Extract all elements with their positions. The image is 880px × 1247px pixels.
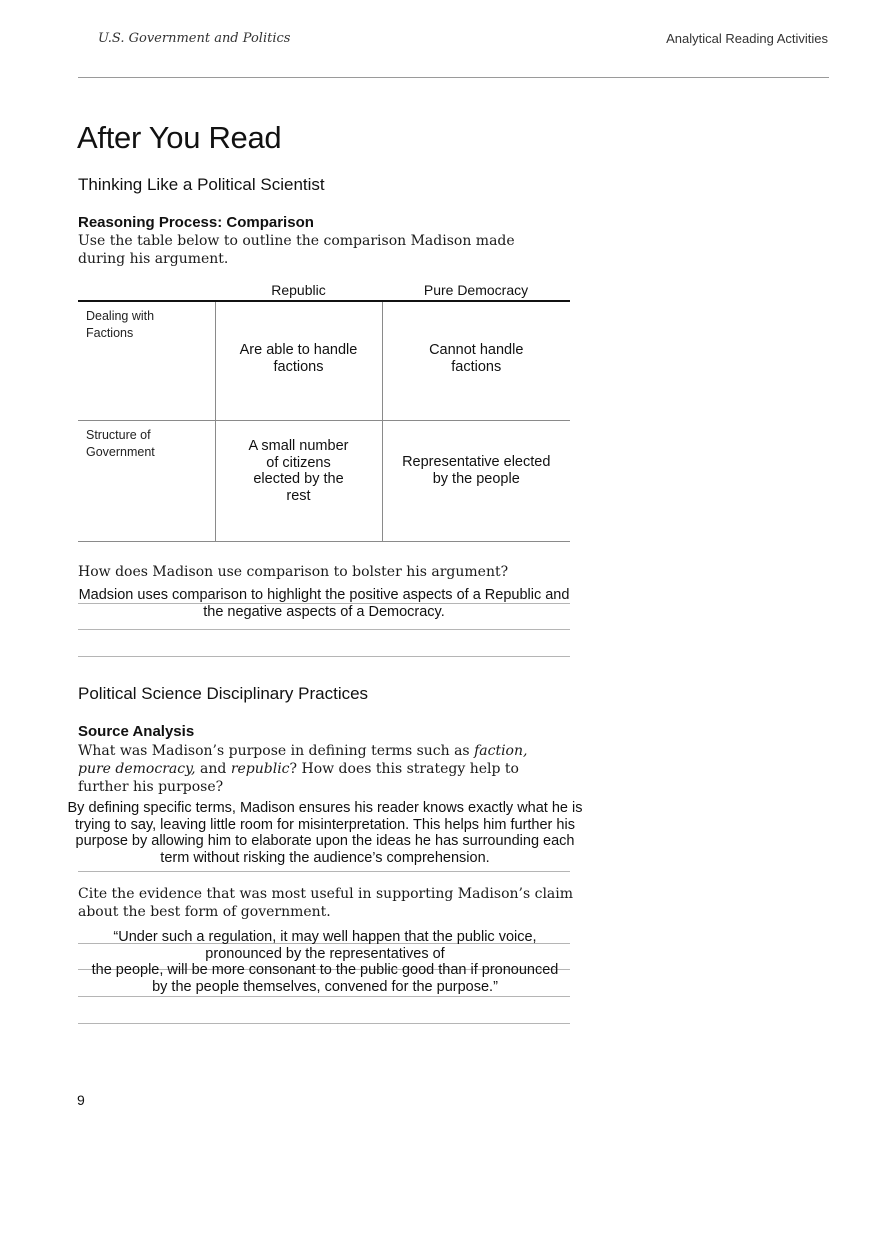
row-label-cell xyxy=(78,301,215,421)
answer-evidence[interactable] xyxy=(60,929,590,995)
republic-factions-answer: Are able to handle factions xyxy=(239,342,358,375)
page-title: After You Read xyxy=(77,120,282,155)
question-evidence: Cite the evidence that was most useful in supporting Madison’s claim about the best form of government. xyxy=(78,886,574,920)
democracy-cell[interactable] xyxy=(382,421,570,542)
quote-line: pronounced by the representatives of xyxy=(205,945,445,962)
democracy-factions-answer: Cannot handle factions xyxy=(429,342,524,375)
question-text: What was Madison’s purpose in defining terms such as xyxy=(78,743,475,759)
quote-line: “Under such a regulation, it may well happen that the public voice, xyxy=(113,929,537,945)
democracy-cell[interactable] xyxy=(382,301,570,421)
term-emphasis: republic xyxy=(230,761,290,777)
header-divider xyxy=(78,77,829,78)
subheading-source-analysis: Source Analysis xyxy=(78,723,195,740)
quote-line: by the people themselves, convened for the purpose.” xyxy=(152,978,498,995)
column-header-pure-democracy: Pure Democracy xyxy=(382,280,570,301)
row-label: Structure of Government xyxy=(86,428,155,459)
question-text: ? How does this strategy help to further his purpose? xyxy=(78,761,519,795)
answer-comparison[interactable]: Madsion uses comparison to highlight the positive aspects of a Republic and the negative aspects of a Democracy. xyxy=(78,587,570,620)
question-source-analysis xyxy=(78,742,528,796)
quote-line: the people, will be more consonant to the public good than if pronounced xyxy=(91,962,559,978)
answer-line xyxy=(78,996,570,997)
answer-line xyxy=(78,656,570,657)
comparison-table xyxy=(78,280,570,542)
question-text: and xyxy=(195,761,231,777)
answer-line xyxy=(78,1023,570,1024)
running-header-title: U.S. Government and Politics xyxy=(98,31,291,46)
republic-structure-answer: A small number of citizens elected by the rest xyxy=(248,438,349,504)
column-header-blank xyxy=(78,280,215,301)
running-header-section: Analytical Reading Activities xyxy=(666,31,828,46)
row-label: Dealing with Factions xyxy=(86,309,155,340)
republic-cell[interactable] xyxy=(215,421,382,542)
table-row xyxy=(78,421,570,542)
subheading-comparison: Reasoning Process: Comparison xyxy=(78,214,314,231)
democracy-structure-answer: Representative elected by the people xyxy=(402,454,551,487)
column-header-republic: Republic xyxy=(215,280,382,301)
table-row xyxy=(78,301,570,421)
republic-cell[interactable] xyxy=(215,301,382,421)
question-comparison: How does Madison use comparison to bolster his argument? xyxy=(78,564,509,580)
answer-source-analysis[interactable]: By defining specific terms, Madison ensures his reader knows exactly what he is trying to say, leaving little room for misinterpretation. This helps him further his purpose by allowing him to elaborate upon the ideas he has surrounding each term without risking the audience’s comprehension. xyxy=(67,800,583,866)
section-heading-political-scientist: Thinking Like a Political Scientist xyxy=(78,175,325,194)
section-heading-disciplinary-practices: Political Science Disciplinary Practices xyxy=(78,684,369,703)
answer-line xyxy=(78,629,570,630)
answer-line xyxy=(78,871,570,872)
row-label-cell xyxy=(78,421,215,542)
page-number: 9 xyxy=(77,1092,85,1108)
term-emphasis: faction, pure democracy, xyxy=(78,743,528,777)
instructions-text: Use the table below to outline the comparison Madison made during his argument. xyxy=(78,233,515,267)
